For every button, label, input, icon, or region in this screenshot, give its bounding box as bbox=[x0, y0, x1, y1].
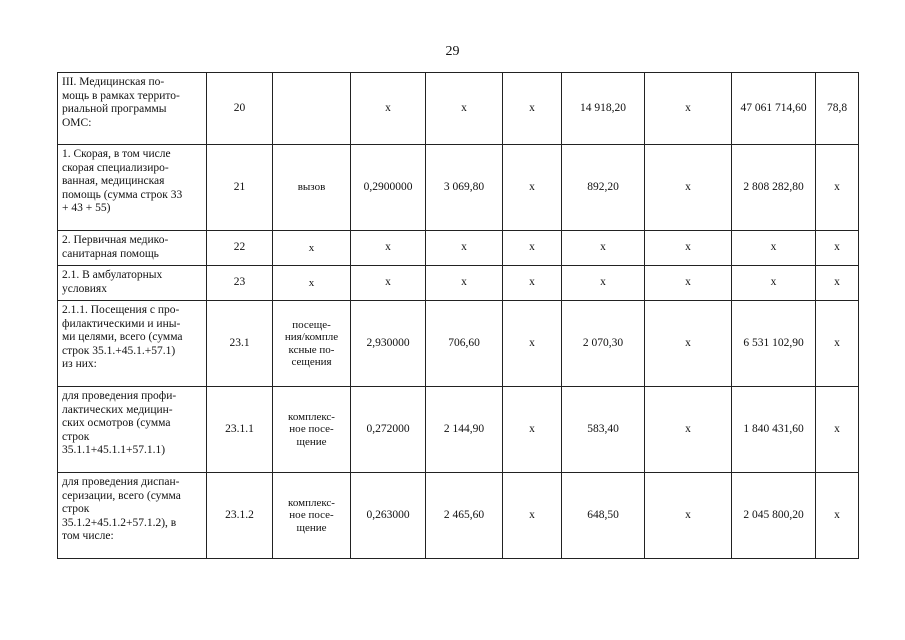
table-row bbox=[58, 145, 859, 231]
row-name-cell bbox=[58, 301, 207, 387]
row-name-line: строк 35.1.+45.1.+57.1) bbox=[62, 344, 176, 357]
row-value-cell-c6: х bbox=[503, 266, 562, 301]
row-value-cell-c5: 2 144,90 bbox=[426, 387, 503, 473]
row-value-cell-c7: х bbox=[562, 231, 645, 266]
row-unit-line: щение bbox=[296, 435, 327, 448]
row-name-line: + 43 + 55) bbox=[62, 202, 111, 214]
row-value-cell-c8: х bbox=[645, 231, 732, 266]
row-name-line: для проведения диспан- bbox=[62, 476, 180, 488]
row-value-cell-c4: 0,263000 bbox=[351, 473, 426, 559]
table-row bbox=[58, 231, 859, 266]
row-value-cell-c8: х bbox=[645, 145, 732, 231]
row-value-cell-c6: х bbox=[503, 473, 562, 559]
row-name-line: лактических медицин- bbox=[62, 403, 173, 416]
row-unit-line: ное посе- bbox=[289, 423, 334, 436]
table-row bbox=[58, 387, 859, 473]
row-unit-line: х bbox=[308, 276, 315, 289]
row-unit-line: щение bbox=[296, 521, 327, 534]
row-name-cell bbox=[58, 387, 207, 473]
page-number: 29 bbox=[445, 44, 460, 59]
row-name-line: помощь (сумма строк 33 bbox=[62, 188, 183, 201]
row-value-cell-c6: х bbox=[503, 231, 562, 266]
row-unit-cell bbox=[273, 387, 351, 473]
row-value-cell-c5: х bbox=[426, 231, 503, 266]
row-value-cell-c8: х bbox=[645, 73, 732, 145]
row-unit-line: посеще- bbox=[292, 318, 331, 331]
row-name-line: том числе: bbox=[62, 530, 114, 542]
row-unit-line: х bbox=[308, 241, 315, 254]
row-unit-line: ния/компле bbox=[284, 331, 339, 343]
row-name-line: ванная, медицинская bbox=[62, 175, 165, 187]
row-name-line: условиях bbox=[62, 282, 107, 295]
row-value-cell-c10: х bbox=[816, 473, 859, 559]
row-value-cell-c8: х bbox=[645, 387, 732, 473]
row-value-cell-c4: 0,272000 bbox=[351, 387, 426, 473]
table-row bbox=[58, 473, 859, 559]
row-name-cell bbox=[58, 266, 207, 301]
row-value-cell-c9: 47 061 714,60 bbox=[732, 73, 816, 145]
row-value-cell-c9: 2 045 800,20 bbox=[732, 473, 816, 559]
row-unit-line: вызов bbox=[297, 181, 326, 194]
row-value-cell-c10: х bbox=[816, 301, 859, 387]
row-name-cell bbox=[58, 145, 207, 231]
row-value-cell-c8: х bbox=[645, 301, 732, 387]
row-value-cell-c4: х bbox=[351, 266, 426, 301]
row-name-line: 1. Скорая, в том числе bbox=[62, 148, 171, 160]
row-value-cell-c7: 892,20 bbox=[562, 145, 645, 231]
table-row bbox=[58, 301, 859, 387]
row-unit-cell bbox=[273, 473, 351, 559]
row-name-cell bbox=[58, 73, 207, 145]
financing-table bbox=[57, 72, 859, 559]
row-name-line: санитарная помощь bbox=[62, 247, 159, 260]
row-name-line: ОМС: bbox=[62, 116, 92, 129]
row-value-cell-c4: х bbox=[351, 73, 426, 145]
row-value-cell-c9: 1 840 431,60 bbox=[732, 387, 816, 473]
row-name-cell bbox=[58, 231, 207, 266]
row-name-line: 2. Первичная медико- bbox=[62, 234, 169, 246]
row-code-cell: 20 bbox=[207, 73, 273, 145]
row-value-cell-c9: 2 808 282,80 bbox=[732, 145, 816, 231]
row-value-cell-c5: 2 465,60 bbox=[426, 473, 503, 559]
row-value-cell-c7: 2 070,30 bbox=[562, 301, 645, 387]
row-value-cell-c10: х bbox=[816, 231, 859, 266]
row-value-cell-c4: 0,2900000 bbox=[351, 145, 426, 231]
row-value-cell-c7: х bbox=[562, 266, 645, 301]
row-unit-line: сещения bbox=[291, 356, 332, 368]
row-code-cell: 21 bbox=[207, 145, 273, 231]
row-unit-line: ксные по- bbox=[288, 343, 335, 356]
row-value-cell-c5: 3 069,80 bbox=[426, 145, 503, 231]
row-name-line: для проведения профи- bbox=[62, 390, 177, 402]
table-body bbox=[58, 73, 859, 559]
row-value-cell-c9: 6 531 102,90 bbox=[732, 301, 816, 387]
row-unit-cell bbox=[273, 301, 351, 387]
table-row bbox=[58, 266, 859, 301]
row-unit-line: комплекс- bbox=[288, 496, 335, 509]
row-name-line: мощь в рамках террито- bbox=[62, 89, 180, 102]
row-unit-line: ное посе- bbox=[289, 509, 334, 522]
row-unit-cell bbox=[273, 73, 351, 145]
row-name-line: 2.1. В амбулаторных bbox=[62, 269, 163, 281]
row-name-line: риальной программы bbox=[62, 103, 167, 115]
row-code-cell: 23.1 bbox=[207, 301, 273, 387]
row-value-cell-c6: х bbox=[503, 387, 562, 473]
row-value-cell-c7: 648,50 bbox=[562, 473, 645, 559]
row-unit-cell bbox=[273, 266, 351, 301]
row-value-cell-c4: х bbox=[351, 231, 426, 266]
row-value-cell-c5: х bbox=[426, 73, 503, 145]
row-value-cell-c5: х bbox=[426, 266, 503, 301]
row-name-line: 35.1.2+45.1.2+57.1.2), в bbox=[62, 516, 177, 529]
row-name-line: 35.1.1+45.1.1+57.1.1) bbox=[62, 444, 166, 456]
row-value-cell-c10: 78,8 bbox=[816, 73, 859, 145]
row-value-cell-c7: 14 918,20 bbox=[562, 73, 645, 145]
row-value-cell-c6: х bbox=[503, 145, 562, 231]
row-code-cell: 23.1.1 bbox=[207, 387, 273, 473]
table-row bbox=[58, 73, 859, 145]
row-name-line: ми целями, всего (сумма bbox=[62, 331, 183, 343]
row-value-cell-c10: х bbox=[816, 266, 859, 301]
row-value-cell-c5: 706,60 bbox=[426, 301, 503, 387]
row-name-line: 2.1.1. Посещения с про- bbox=[62, 304, 180, 316]
row-name-line: III. Медицинская по- bbox=[62, 76, 165, 88]
row-unit-cell bbox=[273, 231, 351, 266]
row-unit-line: комплекс- bbox=[288, 410, 335, 423]
row-value-cell-c8: х bbox=[645, 266, 732, 301]
row-value-cell-c9: х bbox=[732, 231, 816, 266]
row-name-line: строк bbox=[62, 503, 90, 515]
row-name-line: филактическими и ины- bbox=[62, 317, 181, 330]
row-value-cell-c6: х bbox=[503, 73, 562, 145]
row-value-cell-c4: 2,930000 bbox=[351, 301, 426, 387]
row-value-cell-c10: х bbox=[816, 145, 859, 231]
row-value-cell-c10: х bbox=[816, 387, 859, 473]
row-code-cell: 23 bbox=[207, 266, 273, 301]
row-code-cell: 23.1.2 bbox=[207, 473, 273, 559]
row-code-cell: 22 bbox=[207, 231, 273, 266]
row-value-cell-c8: х bbox=[645, 473, 732, 559]
row-value-cell-c6: х bbox=[503, 301, 562, 387]
row-name-cell bbox=[58, 473, 207, 559]
row-value-cell-c7: 583,40 bbox=[562, 387, 645, 473]
row-unit-cell bbox=[273, 145, 351, 231]
row-name-line: серизации, всего (сумма bbox=[62, 489, 181, 502]
row-name-line: ских осмотров (сумма bbox=[62, 417, 171, 429]
row-name-line: скорая специализиро- bbox=[62, 161, 169, 174]
row-name-line: строк bbox=[62, 430, 90, 443]
row-name-line: из них: bbox=[62, 358, 97, 370]
row-value-cell-c9: х bbox=[732, 266, 816, 301]
